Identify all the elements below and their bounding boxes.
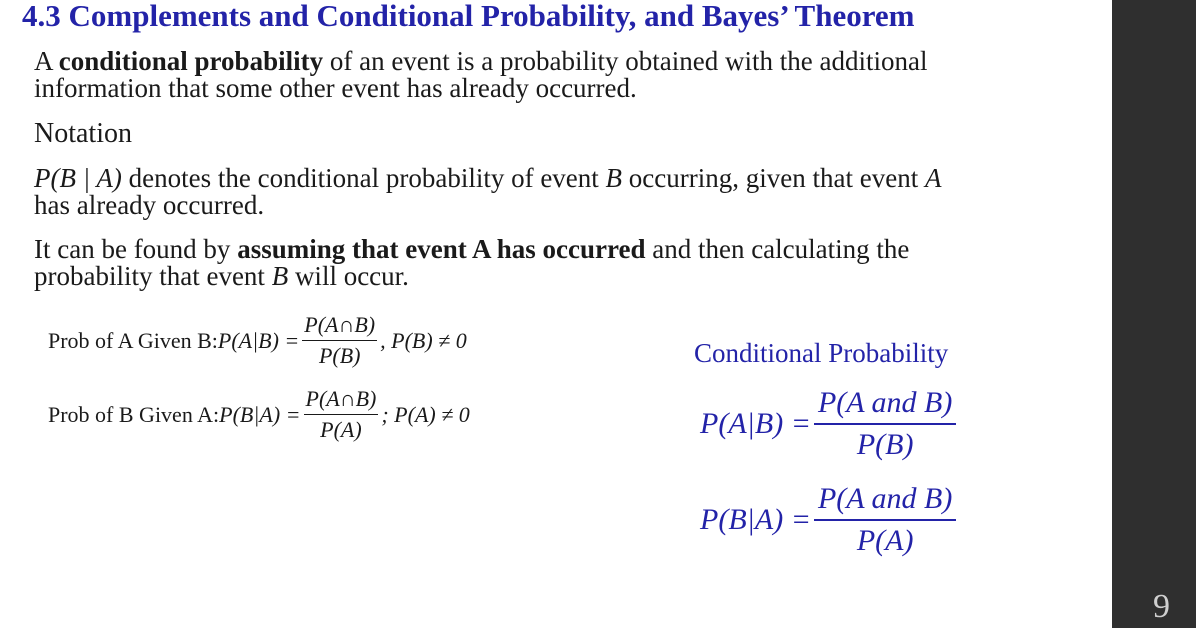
notation-event-b: B bbox=[605, 163, 623, 193]
method-paragraph bbox=[34, 236, 909, 290]
fraction-denominator: P(A) bbox=[856, 524, 914, 557]
formula-label: Prob of B Given A: bbox=[48, 401, 220, 427]
notation-line1-mid: denotes the conditional probability of event bbox=[121, 163, 606, 193]
slide-title: 4.3 Complements and Conditional Probability, and Bayes’ Theorem bbox=[22, 0, 915, 33]
page-number: 9 bbox=[1153, 588, 1170, 625]
method-line2-rest: will occur. bbox=[288, 261, 409, 291]
intro-paragraph bbox=[34, 48, 927, 102]
formula-fraction bbox=[304, 386, 379, 443]
formula-lhs: P(B|A) = bbox=[219, 401, 301, 427]
intro-bold-term: conditional probability bbox=[58, 46, 324, 76]
notation-symbol: P(B | A) bbox=[34, 163, 122, 193]
formula-lhs: P(A|B) = bbox=[217, 327, 300, 353]
method-bold: assuming that event A has occurred bbox=[237, 234, 646, 264]
fraction-numerator: P(A and B) bbox=[814, 482, 956, 521]
slide-sidebar bbox=[1112, 0, 1196, 628]
method-prefix: It can be found by bbox=[34, 234, 238, 264]
method-event-b: B bbox=[271, 261, 289, 291]
intro-prefix: A bbox=[34, 46, 59, 76]
formula-label: Prob of A Given B: bbox=[48, 327, 218, 353]
fraction-denominator: P(A) bbox=[320, 417, 362, 442]
formula-b-given-a bbox=[48, 386, 470, 443]
formula-fraction bbox=[302, 312, 377, 369]
notation-line1-end: occurring, given that event bbox=[622, 163, 925, 193]
fraction-numerator: P(A and B) bbox=[814, 386, 956, 425]
notation-line2: has already occurred. bbox=[34, 190, 265, 220]
sidebox-title: Conditional Probability bbox=[694, 338, 949, 368]
formula-lhs: P(A|B) = bbox=[700, 407, 811, 440]
fraction-denominator: P(B) bbox=[856, 428, 914, 461]
fraction-numerator: P(A∩B) bbox=[304, 386, 379, 415]
notation-event-a: A bbox=[924, 163, 942, 193]
formula-a-given-b bbox=[48, 312, 467, 369]
notation-heading: Notation bbox=[34, 118, 132, 149]
fraction-numerator: P(A∩B) bbox=[302, 312, 377, 341]
formula-fraction bbox=[814, 482, 956, 558]
fraction-denominator: P(B) bbox=[318, 343, 361, 368]
method-line1-rest: and then calculating the bbox=[645, 234, 910, 264]
intro-line1-rest: of an event is a probability obtained with the additional bbox=[323, 46, 928, 76]
formula-fraction bbox=[814, 386, 956, 462]
method-line2-prefix: probability that event bbox=[34, 261, 272, 291]
formula-condition: ; P(A) ≠ 0 bbox=[381, 401, 470, 427]
sidebox-formula-b-given-a bbox=[700, 482, 959, 558]
notation-description bbox=[34, 165, 941, 219]
intro-line2: information that some other event has already occurred. bbox=[34, 73, 637, 103]
formula-condition: , P(B) ≠ 0 bbox=[380, 327, 467, 353]
sidebox-formula-a-given-b bbox=[700, 386, 959, 462]
formula-lhs: P(B|A) = bbox=[700, 503, 811, 536]
